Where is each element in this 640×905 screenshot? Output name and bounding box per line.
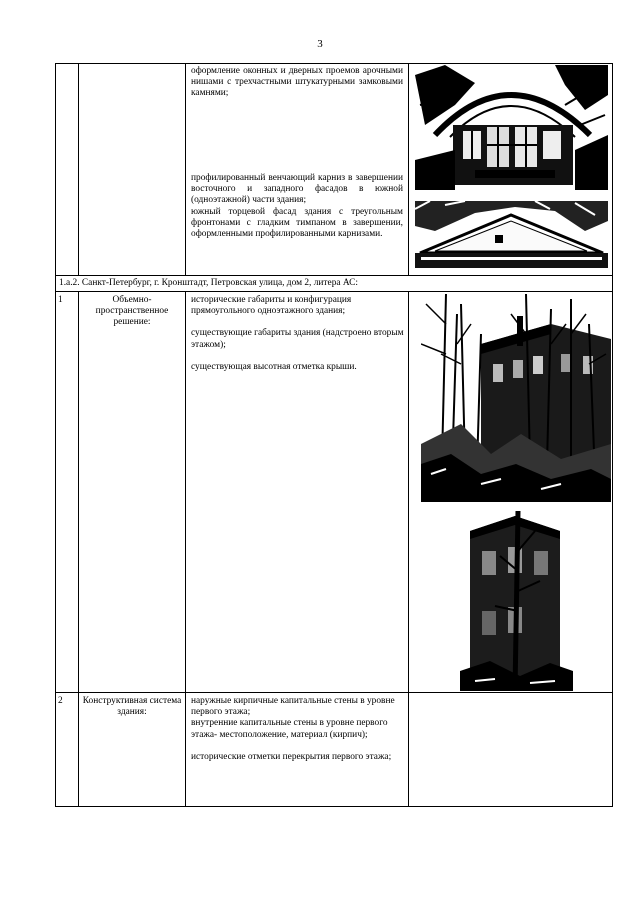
continuation-text-bottom xyxy=(191,173,403,240)
section-header: 1.а.2. Санкт-Петербург, г. Кронштадт, Петровская улица, дом 2, литера АС: xyxy=(59,278,359,288)
continuation-text-top: оформление оконных и дверных проемов арочными нишами с трехчастными штукатурными замковыми камнями; xyxy=(191,66,403,99)
triangular-pediment-photo xyxy=(415,201,608,268)
narrow-facade-with-tree-photo xyxy=(460,511,573,691)
row2-name: Конструктивная система здания: xyxy=(82,696,182,718)
row2-items xyxy=(191,696,405,763)
row1-name: Объемно-пространственное решение: xyxy=(95,295,169,328)
row1-item: исторические габариты и конфигурация прямоугольного одноэтажного здания; xyxy=(191,295,352,317)
row2-item: внутренние капитальные стены в уровне первого этажа- местоположение, материал (кирпич); xyxy=(191,718,388,740)
row2-item: исторические отметки перекрытия первого этажа; xyxy=(191,751,392,762)
cornice-text: профилированный венчающий карниз в завершении восточного и западного фасадов в южной (одноэтажной) части здания; xyxy=(191,173,403,206)
building-with-trees-photo xyxy=(421,294,611,502)
row1-number: 1 xyxy=(58,295,63,305)
row1-items xyxy=(191,295,405,373)
arched-window-facade-photo xyxy=(415,65,608,190)
pediment-text: южный торцевой фасад здания с треугольным фронтонами с гладким тимпаном в завершении, оформленными профилированными карнизами. xyxy=(191,206,403,240)
row2-item: наружные кирпичные капитальные стены в уровне первого этажа; xyxy=(191,696,395,718)
row1-item: существующие габариты здания (надстроено вторым этажом); xyxy=(191,328,404,350)
row2-number: 2 xyxy=(58,696,63,706)
row1-item: существующая высотная отметка крыши. xyxy=(191,361,357,372)
page-number: 3 xyxy=(317,38,323,50)
